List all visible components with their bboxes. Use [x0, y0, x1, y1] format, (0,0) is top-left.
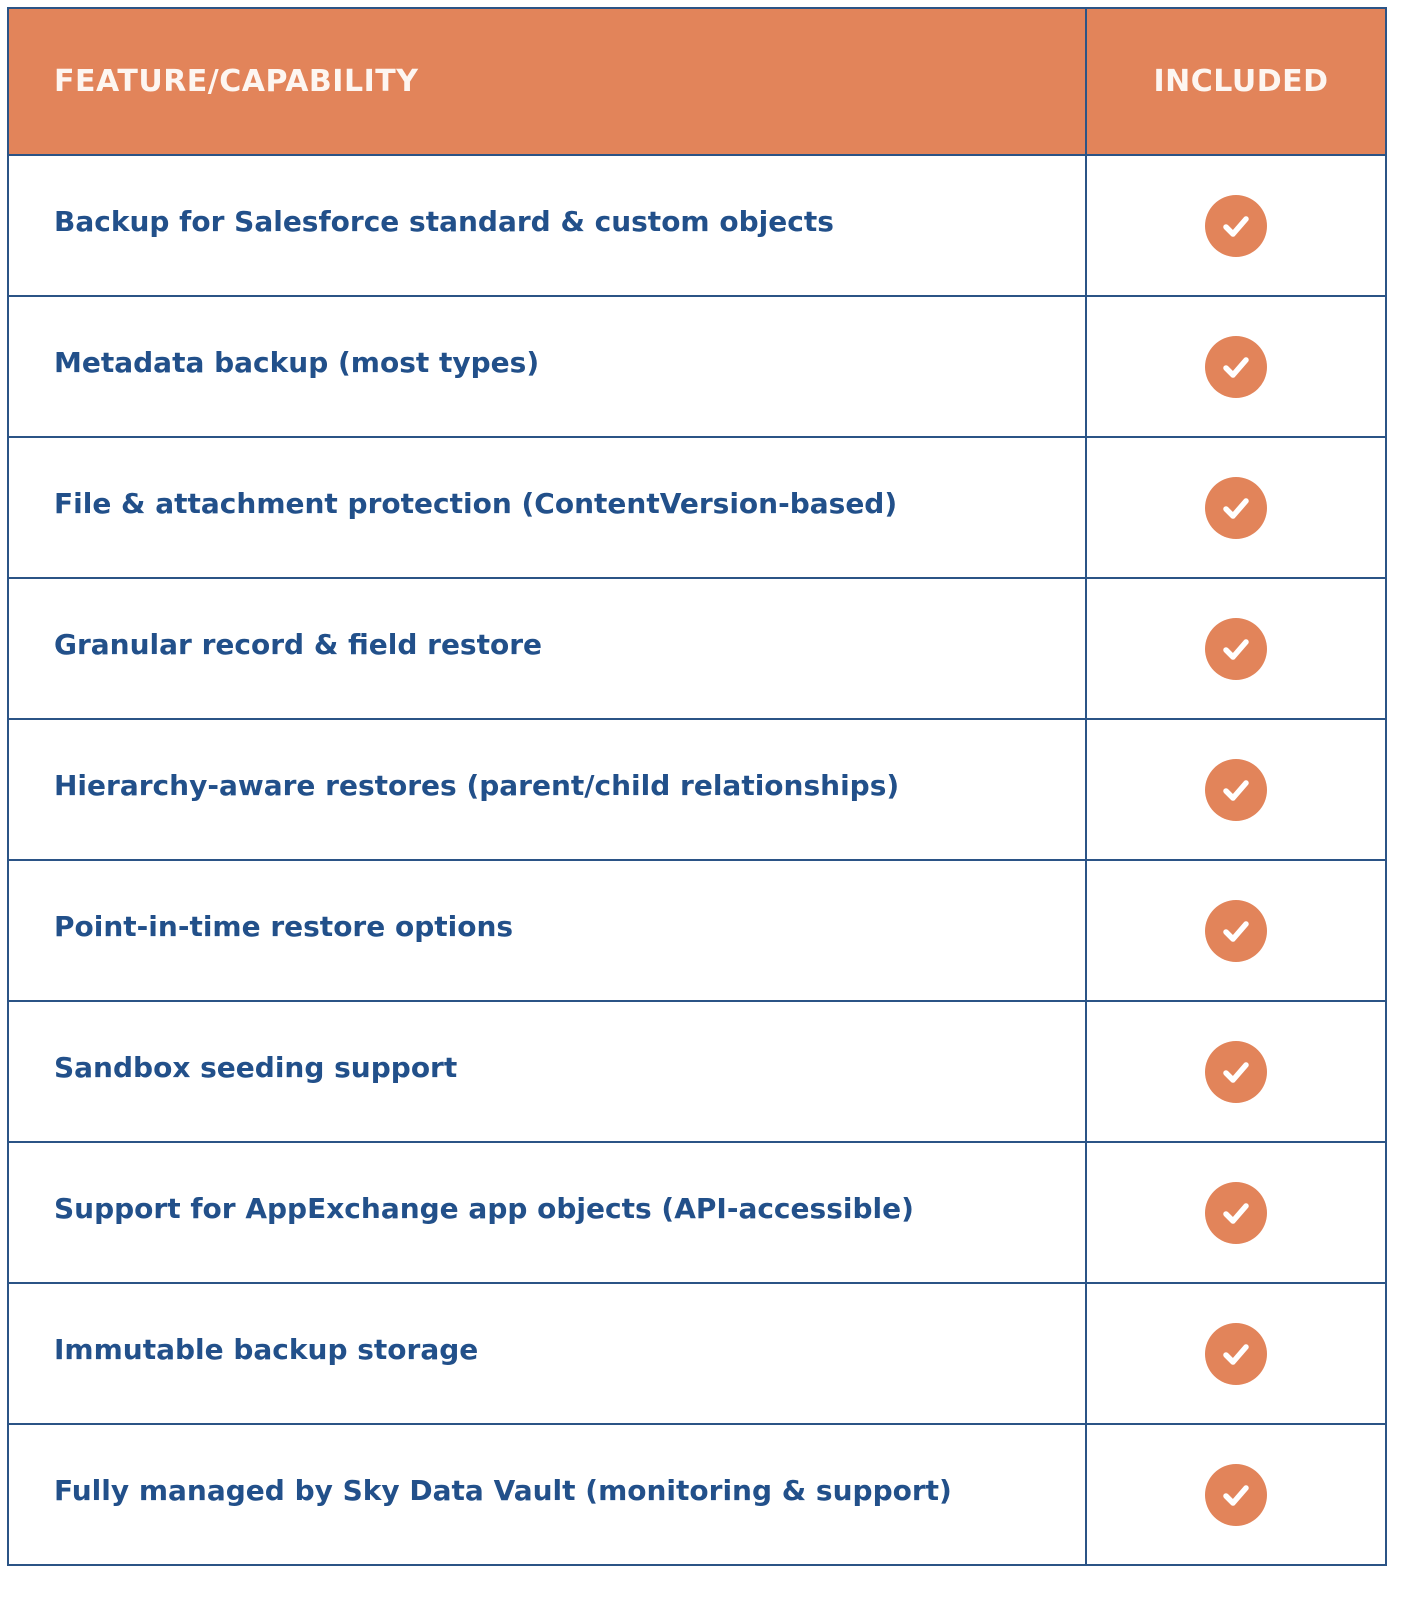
feature-label: Hierarchy-aware restores (parent/child relationships) — [54, 769, 900, 802]
feature-label: Support for AppExchange app objects (API-accessible) — [54, 1192, 914, 1225]
included-cell — [1087, 579, 1385, 718]
feature-cell — [9, 861, 1087, 1000]
feature-cell — [9, 1143, 1087, 1282]
table-row — [9, 1141, 1385, 1282]
check-circle-icon — [1205, 336, 1267, 398]
feature-label: Point-in-time restore options — [54, 910, 514, 943]
feature-label: Backup for Salesforce standard & custom objects — [54, 205, 834, 238]
check-circle-icon — [1205, 1464, 1267, 1526]
included-cell — [1087, 1002, 1385, 1141]
included-cell — [1087, 1143, 1385, 1282]
check-circle-icon — [1205, 1182, 1267, 1244]
feature-label: Sandbox seeding support — [54, 1051, 458, 1084]
table-row — [9, 295, 1385, 436]
header-feature: FEATURE/CAPABILITY — [9, 9, 1087, 154]
check-circle-icon — [1205, 195, 1267, 257]
table-row — [9, 436, 1385, 577]
feature-label: Fully managed by Sky Data Vault (monitoring & support) — [54, 1474, 952, 1507]
included-cell — [1087, 156, 1385, 295]
feature-cell — [9, 579, 1087, 718]
included-cell — [1087, 438, 1385, 577]
feature-cell — [9, 438, 1087, 577]
header-included: INCLUDED — [1153, 64, 1329, 99]
table-header — [9, 9, 1385, 154]
feature-label: Immutable backup storage — [54, 1333, 479, 1366]
table-row — [9, 1000, 1385, 1141]
included-cell — [1087, 297, 1385, 436]
feature-cell — [9, 1002, 1087, 1141]
table-row — [9, 718, 1385, 859]
check-circle-icon — [1205, 618, 1267, 680]
feature-label: Metadata backup (most types) — [54, 346, 540, 379]
feature-table — [7, 7, 1387, 1566]
feature-label: Granular record & field restore — [54, 628, 543, 661]
table-row — [9, 1423, 1385, 1564]
check-circle-icon — [1205, 759, 1267, 821]
feature-label: File & attachment protection (ContentVersion-based) — [54, 487, 898, 520]
table-row — [9, 154, 1385, 295]
included-cell — [1087, 861, 1385, 1000]
included-cell — [1087, 1425, 1385, 1564]
check-circle-icon — [1205, 477, 1267, 539]
table-row — [9, 859, 1385, 1000]
included-cell — [1087, 720, 1385, 859]
feature-cell — [9, 1284, 1087, 1423]
check-circle-icon — [1205, 900, 1267, 962]
table-row — [9, 1282, 1385, 1423]
table-row — [9, 577, 1385, 718]
feature-cell — [9, 156, 1087, 295]
check-circle-icon — [1205, 1041, 1267, 1103]
feature-cell — [9, 297, 1087, 436]
included-cell — [1087, 1284, 1385, 1423]
feature-cell — [9, 720, 1087, 859]
check-circle-icon — [1205, 1323, 1267, 1385]
feature-cell — [9, 1425, 1087, 1564]
